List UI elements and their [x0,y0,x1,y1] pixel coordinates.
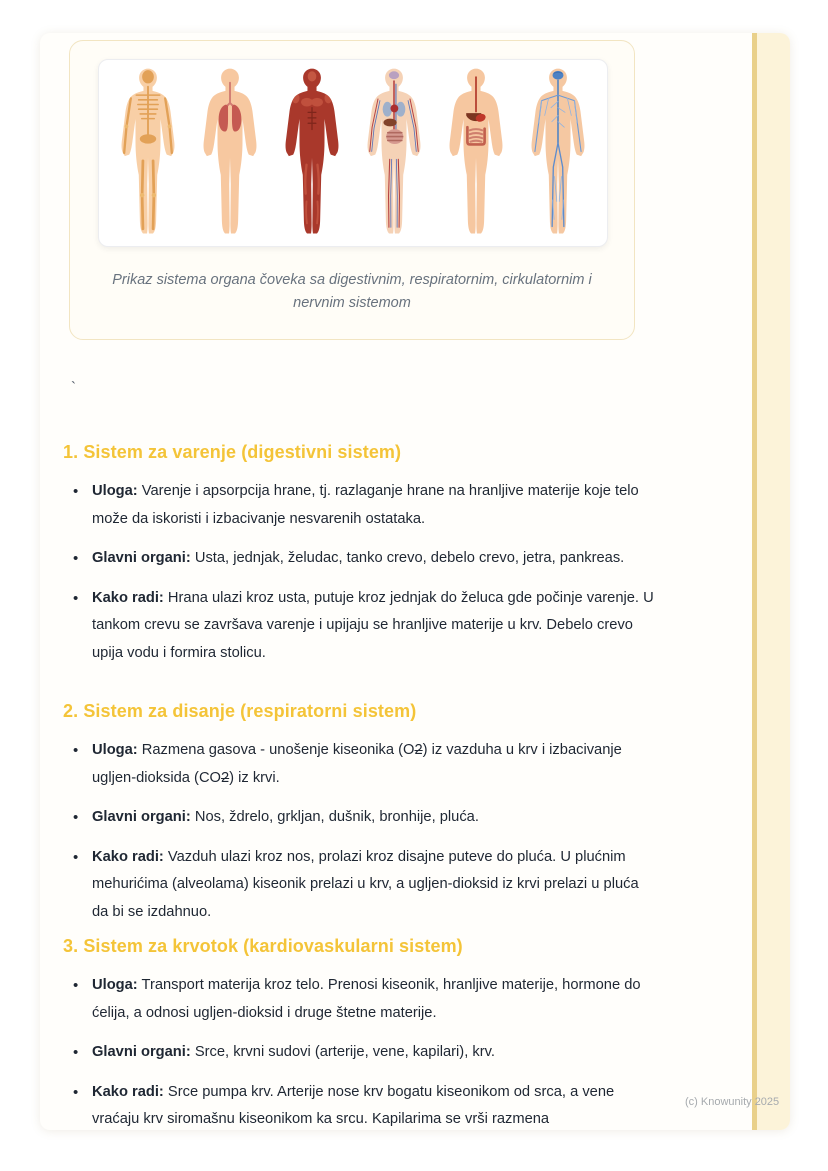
nervous-system-figure [522,67,594,239]
list-item [63,804,655,832]
page-right-stripe [752,33,790,1130]
section-cardiovascular [63,935,655,1146]
bullet-label: Kako radi: [92,1083,164,1100]
copyright-notice: (c) Knowunity 2025 [685,1096,780,1108]
section-heading: 3. Sistem za krvotok (kardiovaskularni sistem) [63,936,463,956]
section-respiratory [63,700,655,938]
subscript-strikethrough: 2 [414,742,423,758]
subscript-strikethrough: 2 [220,769,230,786]
bullet-label: Uloga: [92,742,138,758]
bullet-text: Srce, krvni sudovi (arterije, vene, kapilari), krv. [190,1044,495,1060]
bullet-text: Transport materija kroz telo. Prenosi kiseonik, hranljive materije, hormone do ćelija, a odnosi ugljen-dioksid i druge štetne materije. [92,977,641,1021]
skeletal-system-figure [112,67,184,239]
section-digestive [63,441,655,679]
bullet-label: Uloga: [92,483,138,499]
section-heading: 2. Sistem za disanje (respiratorni sistem) [63,701,417,721]
bullet-text: Vazduh ulazi kroz nos, prolazi kroz disajne puteve do pluća. U plućnim mehurićima (alveolama) kiseonik prelazi u krv, a ugljen-dioksid iz krvi prelazi u pluća da bi se izdahnuo. [92,848,639,920]
respiratory-system-figure [194,67,266,239]
list-item [63,545,655,573]
bullet-text: Varenje i apsorpcija hrane, tj. razlaganje hrane na hranljive materije koje telo može da iskoristi i izbacivanje nesvarenih ostataka. [92,483,639,527]
organ-systems-image[interactable] [98,59,608,247]
bullet-text: Usta, jednjak, želudac, tanko crevo, debelo crevo, jetra, pankreas. [190,550,625,566]
list-item [63,1039,655,1067]
bullet-label: Glavni organi: [92,550,191,566]
bullet-text: Nos, ždrelo, grkljan, dušnik, bronhije, pluća. [190,809,479,825]
bullet-list [63,972,655,1134]
muscular-system-figure [276,67,348,239]
bullet-text: Razmena gasova - unošenje kiseonika (O [137,742,415,758]
list-item [63,972,655,1027]
figure-card [69,40,635,340]
list-item [63,478,655,533]
bullet-text: ) iz vazduha u krv i izbacivanje ugljen-dioksida (CO [92,742,622,786]
bullet-label: Kako radi: [92,848,164,865]
bullet-list [63,478,655,667]
document-sheet [40,33,790,1130]
bullet-text: ) iz krvi. [229,769,280,786]
section-heading: 1. Sistem za varenje (digestivni sistem) [63,442,402,462]
bullet-label: Kako radi: [92,589,164,606]
list-item [63,737,655,792]
digestive-system-figure [440,67,512,239]
bullet-label: Uloga: [92,977,138,993]
list-item [63,1079,655,1134]
circulatory-system-figure [358,67,430,239]
bullet-label: Glavni organi: [92,809,191,825]
stray-backtick: ` [71,379,76,396]
bullet-list [63,737,655,926]
list-item [63,844,655,927]
list-item [63,585,655,668]
bullet-text: Srce pumpa krv. Arterije nose krv bogatu kiseonikom od srca, a vene vraćaju krv siromašnu kiseonikom ka srcu. Kapilarima se vrši razmena [92,1083,615,1127]
bullet-text: Hrana ulazi kroz usta, putuje kroz jednjak do želuca gde počinje varenje. U tankom crevu se završava varenje i upijaju se hranljive materije u krv. Debelo crevo upija vodu i formira stolicu. [92,589,654,661]
figure-caption: Prikaz sistema organa čoveka sa digestivnim, respiratornim, cirkulatornim i nervnim sistemom [112,272,592,311]
bullet-label: Glavni organi: [92,1044,191,1060]
